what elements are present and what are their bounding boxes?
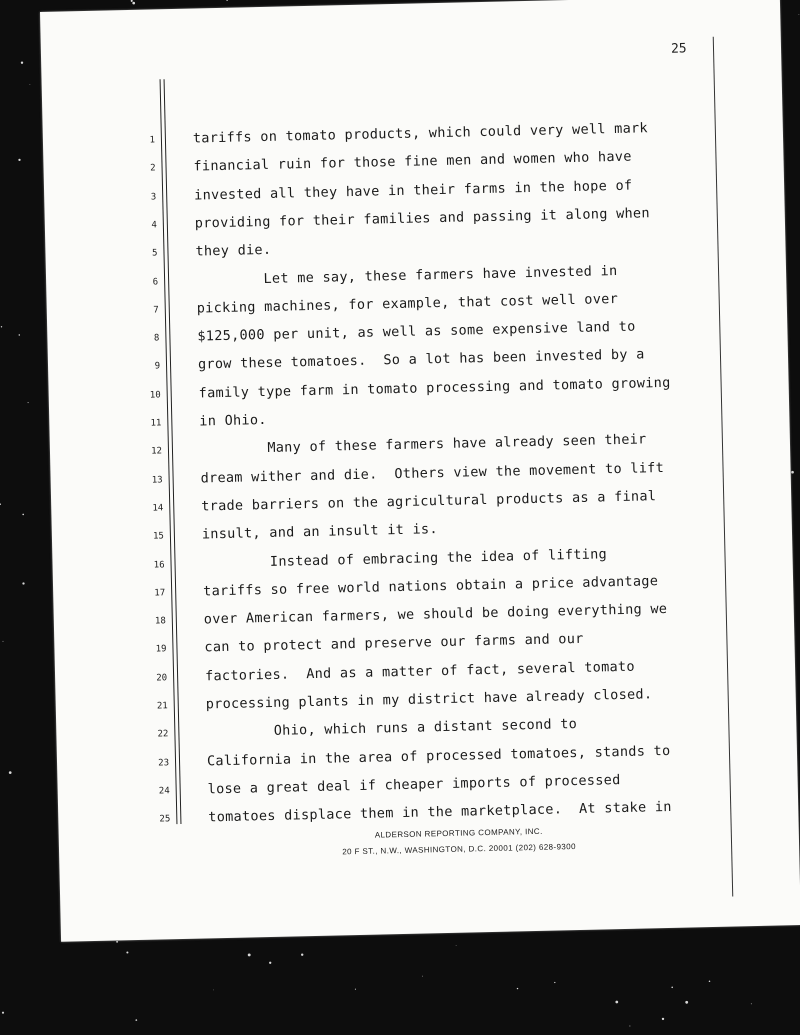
line-number: 25 <box>159 814 171 825</box>
scan-speck <box>28 402 29 403</box>
scan-speck <box>22 514 24 516</box>
scan-speck <box>30 84 31 85</box>
line-number: 16 <box>153 559 165 571</box>
transcript-line: invested all they have in their farms in the hope of <box>194 177 633 204</box>
transcript-lines <box>40 0 780 826</box>
transcript-line: tariffs on tomato products, which could very well mark <box>192 120 649 147</box>
scan-speck <box>301 954 303 956</box>
line-number: 17 <box>154 588 166 599</box>
line-number: 7 <box>153 305 159 316</box>
line-number: 20 <box>156 672 168 684</box>
scan-speck <box>671 987 673 989</box>
scan-speck <box>21 62 23 64</box>
page-number: 25 <box>670 41 687 57</box>
transcript-line: Many of these farmers have already seen their <box>199 431 647 458</box>
line-number: 1 <box>149 135 156 146</box>
scan-speck <box>629 1026 630 1027</box>
line-number: 18 <box>154 616 166 627</box>
line-number: 24 <box>158 786 170 797</box>
line-number: 11 <box>150 418 162 429</box>
line-number: 6 <box>152 276 159 288</box>
scan-speck <box>615 1001 618 1004</box>
scan-speck <box>131 0 133 2</box>
transcript-line: California in the area of processed tomatoes, stands to <box>206 742 671 769</box>
transcript-line: processing plants in my district have already closed. <box>205 686 653 713</box>
transcript-page <box>40 0 800 942</box>
scan-speck <box>9 771 12 774</box>
transcript-line: can to protect and preserve our farms and our <box>204 631 584 656</box>
scan-speck <box>2 1012 4 1014</box>
margin-double-rule <box>160 79 182 824</box>
transcript-line: grow these tomatoes. So a lot has been invested by a <box>197 346 645 373</box>
scan-speck <box>132 2 135 5</box>
transcript-line: family type farm in tomato processing and tomato growing <box>198 374 671 402</box>
transcript-line: $125,000 per unit, as well as some expensive land to <box>197 318 636 345</box>
reporter-company: ALDERSON REPORTING COMPANY, INC. <box>374 826 543 840</box>
scan-speck <box>791 471 794 474</box>
scan-speck <box>456 945 457 946</box>
scan-speck <box>126 951 128 953</box>
scan-speck <box>751 1003 752 1004</box>
line-number: 3 <box>150 192 157 203</box>
reporter-address: 20 F ST., N.W., WASHINGTON, D.C. 20001 (202) 628-9300 <box>342 842 577 857</box>
line-number: 10 <box>149 390 161 401</box>
scan-speck <box>19 334 20 335</box>
transcript-line: over American farmers, we should be doing everything we <box>203 601 668 628</box>
transcript-line: in Ohio. <box>199 411 267 430</box>
line-number: 2 <box>150 163 156 174</box>
scan-speck <box>1 326 2 327</box>
line-number: 14 <box>152 503 164 514</box>
scan-speck <box>248 953 251 956</box>
line-number: 21 <box>156 701 168 712</box>
transcript-line: providing for their families and passing it along when <box>194 205 651 232</box>
line-number: 13 <box>151 474 163 486</box>
scan-speck <box>662 1018 664 1020</box>
transcript-line: they die. <box>195 242 272 260</box>
transcript-line: lose a great deal if cheaper imports of processed <box>207 771 621 798</box>
transcript-line: Let me say, these farmers have invested in <box>195 262 618 289</box>
right-margin-rule <box>713 37 734 897</box>
line-number: 8 <box>153 333 160 344</box>
scan-speck <box>355 989 356 990</box>
transcript-line: tariffs so free world nations obtain a price advantage <box>203 572 659 600</box>
transcript-line: trade barriers on the agricultural products as a final <box>201 488 657 515</box>
transcript-line: dream wither and die. Others view the movement to lift <box>200 459 665 487</box>
scan-speck <box>685 1001 688 1004</box>
line-number: 12 <box>151 446 163 457</box>
scan-speck <box>18 159 20 161</box>
transcript-line: Ohio, which runs a distant second to <box>206 716 578 741</box>
line-number: 22 <box>157 729 169 740</box>
scan-speck <box>709 980 711 982</box>
scan-speck <box>22 582 24 584</box>
scan-speck <box>799 14 800 15</box>
line-number: 4 <box>151 220 157 231</box>
transcript-line: financial ruin for those fine men and women who have <box>193 148 632 175</box>
line-number: 23 <box>158 757 170 769</box>
line-number: 15 <box>152 531 165 542</box>
line-number: 9 <box>154 361 161 372</box>
line-number: 19 <box>155 644 167 655</box>
line-number: 5 <box>151 248 158 259</box>
scan-speck <box>0 503 1 505</box>
transcript-line: Instead of embracing the idea of lifting <box>202 545 608 571</box>
transcript-line: factories. And as a matter of fact, several tomato <box>204 658 635 685</box>
scan-speck <box>213 990 214 991</box>
scan-speck <box>269 962 271 964</box>
scan-speck <box>116 941 118 943</box>
scan-speck <box>3 641 4 642</box>
transcript-line: picking machines, for example, that cost well over <box>196 290 619 317</box>
scan-speck <box>226 0 228 1</box>
scan-speck <box>135 1019 137 1021</box>
scan-speck <box>554 982 555 983</box>
scan-speck <box>422 976 423 977</box>
transcript-line: insult, and an insult it is. <box>201 521 439 543</box>
scan-speck <box>517 988 518 989</box>
transcript-line: tomatoes displace them in the marketplace. At stake in <box>208 799 672 826</box>
